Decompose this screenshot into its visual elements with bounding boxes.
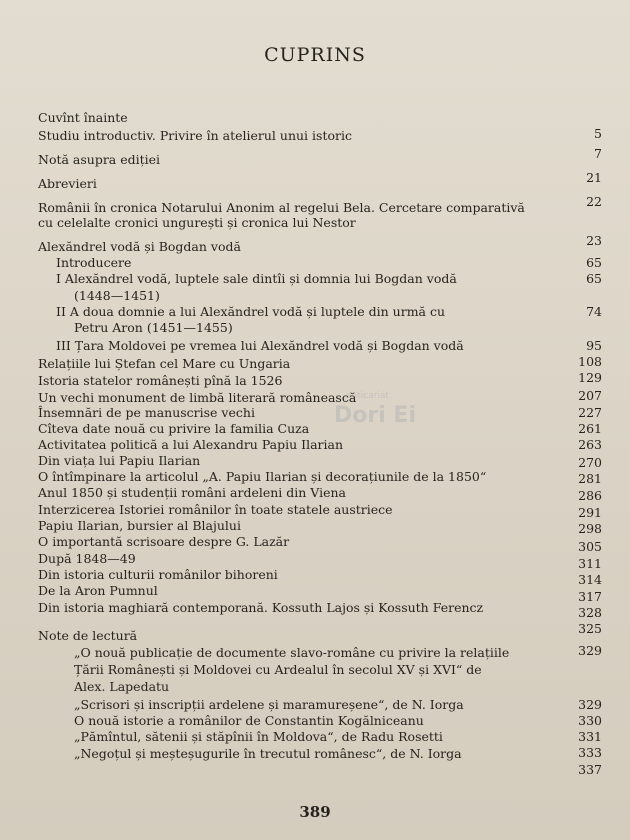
toc-entry: Românii în cronica Notarului Anonim al regelui Bela. Cercetare comparativă [38,200,525,215]
toc-page-number: 23 [586,233,602,248]
toc-entry: Notă asupra ediției [38,152,161,167]
toc-entry: De la Aron Pumnul [38,583,158,598]
toc-page-number: 337 [578,762,602,777]
page-number: 389 [299,803,331,821]
toc-entry: Alexăndrel vodă și Bogdan vodă [38,239,241,254]
toc-entry: Activitatea politică a lui Alexandru Papiu Ilarian [38,437,344,452]
toc-page-number: 298 [578,521,602,536]
toc-page-number: 5 [594,126,602,141]
toc-page-number: 74 [586,304,602,319]
toc-page-number: 314 [578,572,602,587]
toc-page-number: 330 [578,713,602,728]
toc-entry: I Alexăndrel vodă, luptele sale dintîi și domnia lui Bogdan vodă [56,271,457,286]
toc-page-number: 328 [578,605,602,620]
toc-entry: III Țara Moldovei pe vremea lui Alexăndrel vodă și Bogdan vodă [56,338,464,353]
toc-page-number: 305 [578,539,602,554]
toc-entry: Studiu introductiv. Privire în atelierul unui istoric [38,128,352,143]
toc-page-number: 317 [578,589,602,604]
toc-entry: Un vechi monument de limbă literară românească [38,390,357,405]
toc-page-number: 281 [578,471,602,486]
toc-entry: Însemnări de pe manuscrise vechi [38,405,255,420]
toc-entry: Relațiile lui Ștefan cel Mare cu Ungaria [38,356,291,371]
toc-entry: II A doua domnie a lui Alexăndrel vodă și luptele din urmă cu [56,304,446,319]
toc-entry: „Scrisori și inscripții ardelene și maramureșene“, de N. Iorga [74,697,464,712]
toc-page-number: 263 [578,437,602,452]
toc-page-number: 311 [578,556,602,571]
toc-page-number: 286 [578,488,602,503]
toc-page-number: 261 [578,421,602,436]
toc-entry: O importantă scrisoare despre G. Lazăr [38,534,290,549]
toc-entry: Introducere [56,255,132,270]
toc-page-number: 95 [586,338,602,353]
toc-entry: Interzicerea Istoriei românilor în toate statele austriece [38,502,393,517]
toc-entry: Din istoria culturii românilor bihoreni [38,567,278,582]
toc-entry: cu celelalte cronici ungurești și cronica lui Nestor [38,215,356,230]
toc-page-number: 129 [578,370,602,385]
toc-page-number: 329 [578,697,602,712]
toc-entry: Istoria statelor românești pînă la 1526 [38,373,283,388]
toc-entry: „O nouă publicație de documente slavo-române cu privire la relațiile [74,645,510,660]
toc-entry: Din viața lui Papiu Ilarian [38,453,201,468]
toc-page-number: 207 [578,388,602,403]
toc-page-number: 108 [578,354,602,369]
watermark: anticariat Dori Ei [334,391,416,428]
toc-entry: Abrevieri [38,176,97,191]
toc-entry: O întîmpinare la articolul „A. Papiu Ilarian și decorațiunile de la 1850“ [38,469,487,484]
toc-entry: Anul 1850 și studenții români ardeleni din Viena [38,485,347,500]
toc-entry: Țării Românești și Moldovei cu Ardealul în secolul XV și XVI“ de [74,662,482,677]
toc-entry: „Negoțul și meșteșugurile în trecutul românesc“, de N. Iorga [74,746,462,761]
toc-entry: Petru Aron (1451—1455) [74,320,233,335]
toc-entry: După 1848—49 [38,551,136,566]
toc-page-number: 325 [578,621,602,636]
toc-entry: Cuvînt înainte [38,110,128,125]
toc-page-number: 227 [578,405,602,420]
toc-page-number: 331 [578,729,602,744]
toc-page-number: 65 [586,271,602,286]
toc-page-number: 333 [578,745,602,760]
toc-entry: Cîteva date nouă cu privire la familia Cuza [38,421,310,436]
toc-page-number: 22 [586,194,602,209]
toc-page-number: 291 [578,505,602,520]
toc-entry: O nouă istorie a românilor de Constantin Kogălniceanu [74,713,424,728]
toc-entry: Papiu Ilarian, bursier al Blajului [38,518,241,533]
toc-page-number: 7 [594,146,602,161]
toc-page-number: 270 [578,455,602,470]
toc-entry: Alex. Lapedatu [74,679,170,694]
toc-page-number: 21 [586,170,602,185]
toc-entry: „Pămîntul, sătenii și stăpînii în Moldova“, de Radu Rosetti [74,729,443,744]
page-title: CUPRINS [264,44,366,66]
toc-entry: Note de lectură [38,628,138,643]
toc-entry: (1448—1451) [74,288,160,303]
toc-page-number: 65 [586,255,602,270]
toc-entry: Din istoria maghiară contemporană. Kossuth Lajos și Kossuth Ferencz [38,600,484,615]
toc-page-number: 329 [578,643,602,658]
